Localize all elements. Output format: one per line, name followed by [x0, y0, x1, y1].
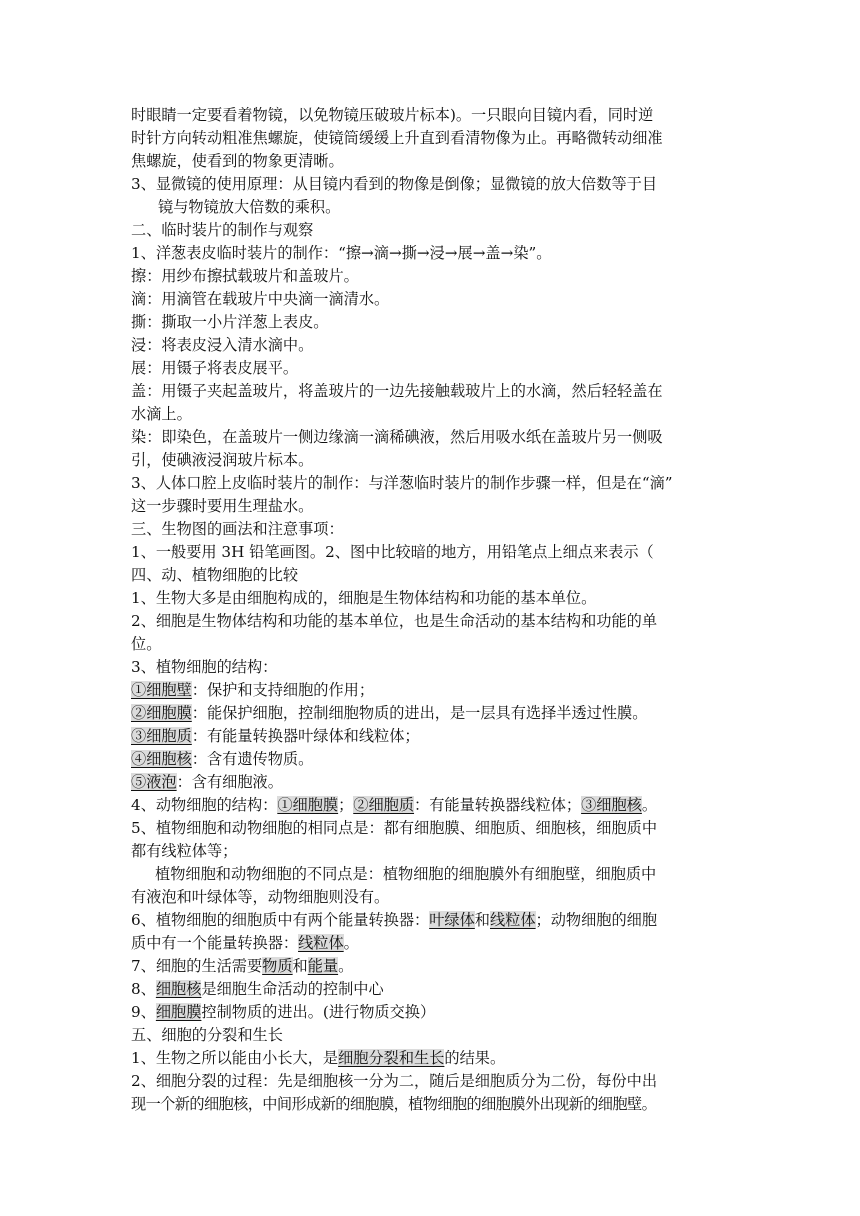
text-line: 3、显微镜的使用原理：从目镜内看到的物像是倒像；显微镜的放大倍数等于目: [131, 175, 658, 193]
text-line: 引，使碘液浸润玻片标本。: [131, 451, 314, 469]
text-line: 现一个新的细胞核，中间形成新的细胞膜，植物细胞的细胞膜外出现新的细胞壁。: [131, 1095, 657, 1113]
text-line: 时眼睛一定要看着物镜，以免物镜压破玻片标本)。一只眼向目镜内看，同时逆: [131, 106, 654, 124]
text-line: 浸：将表皮浸入清水滴中。: [131, 336, 314, 354]
plant-part-line: [131, 771, 735, 793]
term-desc: ：能保护细胞，控制细胞物质的进出，是一层具有选择半透过性膜。: [191, 704, 648, 722]
text-line: 盖：用镊子夹起盖玻片，将盖玻片的一边先接触载玻片上的水滴，然后轻轻盖在: [131, 382, 663, 400]
term-cytoplasm: ②细胞质: [353, 796, 415, 814]
line-tail: 是细胞生命活动的控制中心: [201, 980, 384, 998]
text-line: 植物细胞和动物细胞的不同点是：植物细胞的细胞膜外有细胞壁，细胞质中: [155, 865, 657, 883]
text-line: 2、细胞分裂的过程：先是细胞核一分为二，随后是细胞质分为二份，每份中出: [131, 1072, 658, 1090]
text-line: 1、一般要用 3H 铅笔画图。2、图中比较暗的地方，用铅笔点上细点来表示（: [131, 543, 654, 561]
section-heading: 五、细胞的分裂和生长: [131, 1026, 283, 1044]
text-line: 有液泡和叶绿体等，动物细胞则没有。: [131, 888, 390, 906]
text-line: 染：即染色，在盖玻片一侧边缘滴一滴稀碘液，然后用吸水纸在盖玻片另一侧吸: [131, 428, 663, 446]
term-nucleus: ③细胞核: [581, 796, 642, 814]
section-heading: 三、生物图的画法和注意事项：: [131, 520, 344, 538]
need-line: [131, 955, 735, 977]
separator: ；: [338, 796, 354, 814]
term-desc: ：有能量转换器叶绿体和线粒体；: [191, 727, 420, 745]
line-tail: ；动物细胞的细胞: [535, 911, 658, 929]
term-vacuole: ⑤液泡: [131, 773, 177, 791]
term-desc: ：有能量转换器线粒体；: [414, 796, 582, 814]
text-line: 位。: [131, 635, 162, 653]
line-prefix: 质中有一个能量转换器：: [131, 934, 299, 952]
text-line: 撕：撕取一小片洋葱上表皮。: [131, 313, 329, 331]
line-prefix: 4、动物细胞的结构：: [131, 796, 278, 814]
animal-cell-line: [131, 794, 735, 816]
term-cell-membrane: ②细胞膜: [131, 704, 192, 722]
text-line: 1、生物大多是由细胞构成的，细胞是生物体结构和功能的基本单位。: [131, 589, 597, 607]
line-tail: 。: [343, 934, 359, 952]
line-prefix: 6、植物细胞的细胞质中有两个能量转换器：: [131, 911, 430, 929]
term-matter: 物质: [262, 957, 293, 975]
energy-line: [131, 932, 735, 954]
separator: 和: [292, 957, 308, 975]
term-mitochondria: 线粒体: [489, 911, 536, 929]
term-cytoplasm: ③细胞质: [131, 727, 192, 745]
growth-line: [131, 1047, 735, 1069]
term-nucleus: 细胞核: [155, 980, 202, 998]
term-cell-wall: ①细胞壁: [131, 681, 192, 699]
energy-line: [131, 909, 735, 931]
term-chloroplast: 叶绿体: [429, 911, 475, 929]
line-prefix: 9、: [131, 1003, 156, 1021]
plant-part-line: [131, 725, 735, 747]
line-tail: 控制物质的进出。(进行物质交换）: [201, 1003, 436, 1021]
text-line: 这一步骤时要用生理盐水。: [131, 497, 314, 515]
term-cell-membrane: 细胞膜: [155, 1003, 202, 1021]
term-nucleus: ④细胞核: [131, 750, 192, 768]
text-line: 2、细胞是生物体结构和功能的基本单位，也是生命活动的基本结构和功能的单: [131, 612, 658, 630]
line-prefix: 7、细胞的生活需要: [131, 957, 263, 975]
text-line: 3、人体口腔上皮临时装片的制作：与洋葱临时装片的制作步骤一样，但是在“滴”: [131, 474, 673, 492]
nucleus-line: [131, 978, 735, 1000]
section-heading: 二、临时装片的制作与观察: [131, 221, 314, 239]
plant-part-line: [131, 679, 735, 701]
separator: 。: [641, 796, 658, 814]
term-desc: ：含有细胞液。: [176, 773, 283, 791]
section-heading: 四、动、植物细胞的比较: [131, 566, 299, 584]
text-line: 3、植物细胞的结构：: [131, 658, 278, 676]
term-desc: ：含有遗传物质。: [191, 750, 314, 768]
plant-part-line: [131, 748, 735, 770]
term-desc: ：保护和支持细胞的作用；: [191, 681, 374, 699]
term-division-growth: 细胞分裂和生长: [338, 1049, 445, 1067]
plant-part-line: [131, 702, 735, 724]
text-line: 时针方向转动粗准焦螺旋，使镜筒缓缓上升直到看清物像为止。再略微转动细准: [131, 129, 663, 147]
line-prefix: 8、: [131, 980, 156, 998]
term-energy: 能量: [307, 957, 339, 975]
line-prefix: 1、生物之所以能由小长大，是: [131, 1049, 339, 1067]
text-line: 都有线粒体等；: [131, 842, 238, 860]
separator: 和: [474, 911, 490, 929]
text-line: 镜与物镜放大倍数的乘积。: [158, 198, 341, 216]
text-line: 展：用镊子将表皮展平。: [131, 359, 299, 377]
text-line: 焦螺旋，使看到的物象更清晰。: [131, 152, 344, 170]
term-mitochondria: 线粒体: [298, 934, 344, 952]
text-line: 擦：用纱布擦拭载玻片和盖玻片。: [131, 267, 359, 285]
line-tail: 。: [338, 957, 354, 975]
line-tail: 的结果。: [444, 1049, 506, 1067]
membrane-line: [131, 1001, 735, 1023]
text-line: 1、洋葱表皮临时装片的制作：“擦→滴→撕→浸→展→盖→染”。: [131, 244, 552, 262]
text-line: 水滴上。: [131, 405, 192, 423]
text-line: 5、植物细胞和动物细胞的相同点是：都有细胞膜、细胞质、细胞核，细胞质中: [131, 819, 658, 837]
text-line: 滴：用滴管在载玻片中央滴一滴清水。: [131, 290, 390, 308]
term-cell-membrane: ①细胞膜: [277, 796, 339, 814]
